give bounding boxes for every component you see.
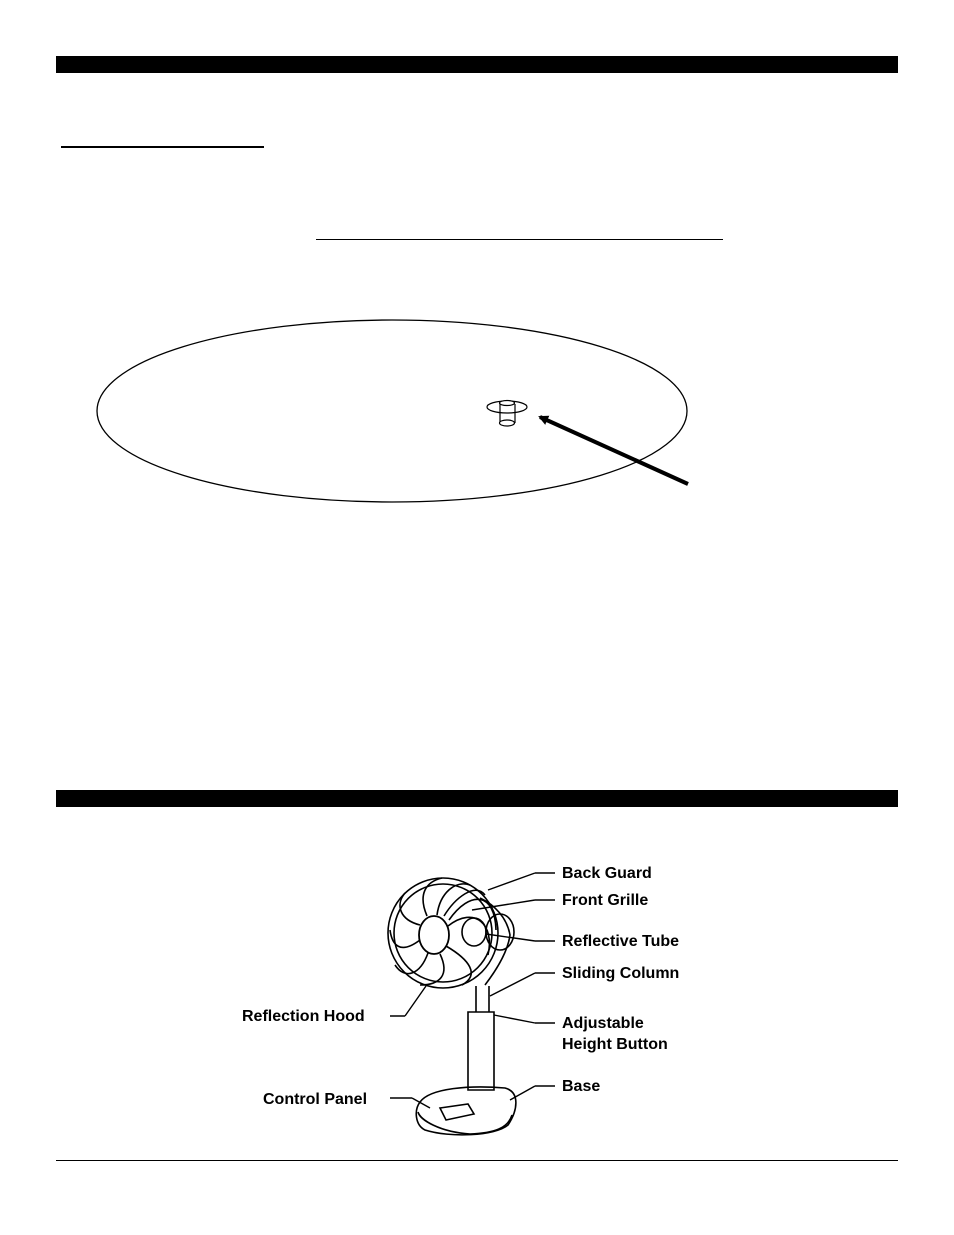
label-adjustable-height-button-line1: Adjustable: [562, 1015, 644, 1032]
label-back-guard: Back Guard: [562, 865, 652, 882]
fan-reflection-hood: [419, 916, 449, 954]
label-front-grille: Front Grille: [562, 892, 649, 909]
label-reflection-hood: Reflection Hood: [242, 1008, 365, 1025]
label-control-panel: Control Panel: [263, 1091, 368, 1108]
label-sliding-column: Sliding Column: [562, 965, 680, 982]
label-base: Base: [562, 1078, 601, 1095]
label-reflective-tube: Reflective Tube: [562, 933, 680, 950]
label-adjustable-height-button-line2: Height Button: [562, 1036, 668, 1053]
